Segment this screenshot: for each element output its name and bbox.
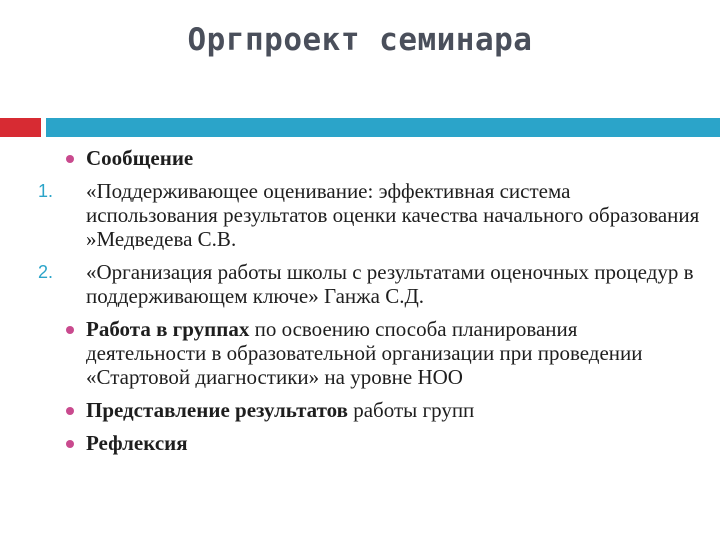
item-bold-text: Рефлексия: [86, 431, 188, 455]
item-bold-text: Работа в группах: [86, 317, 250, 341]
slide-content: [0, 146, 700, 464]
list-item: Представление результатов работы групп: [0, 398, 700, 422]
bullet-icon: [66, 155, 74, 163]
numbered-item: [0, 260, 700, 308]
item-text: «Поддерживающее оценивание: эффективная система использования результатов оценки качества начального образования »Медведева С.В.: [86, 179, 700, 251]
item-bold-text: Представление результатов: [86, 398, 348, 422]
item-text: «Организация работы школы с результатами оценочных процедур в поддерживающем ключе» Ганжа С.Д.: [86, 260, 694, 308]
slide-title: Оргпроект семинара: [187, 22, 533, 58]
bullet-icon: [66, 326, 74, 334]
item-number: 1.: [38, 181, 54, 201]
list-item: Работа в группах по освоению способа планирования деятельности в образовательной организации при проведении «Стартовой диагностики» на уровне НОО: [0, 317, 700, 389]
numbered-item: [0, 179, 700, 251]
item-bold-text: Сообщение: [86, 146, 194, 170]
bullet-icon: [66, 407, 74, 415]
accent-bar-red: [0, 118, 41, 137]
item-number: 2.: [38, 262, 54, 282]
list-item: [0, 431, 700, 455]
bullet-icon: [66, 440, 74, 448]
accent-bar-blue: [46, 118, 720, 137]
list-item: [0, 146, 700, 170]
